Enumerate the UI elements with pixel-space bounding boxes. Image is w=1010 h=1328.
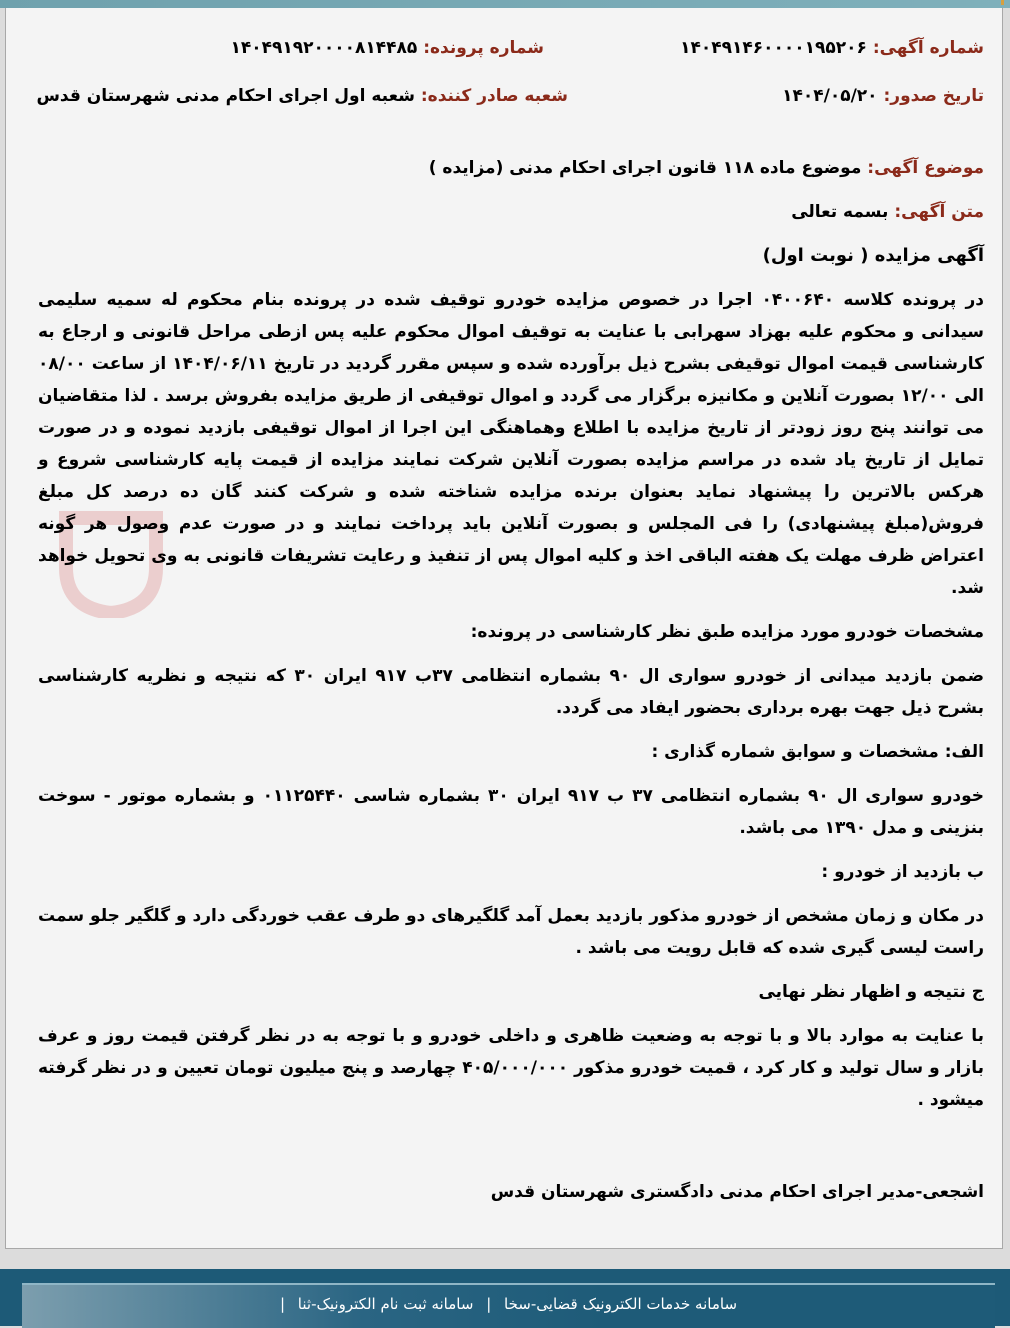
footer-links-bar (22, 1283, 995, 1328)
header-row-2 (38, 86, 984, 146)
text-label: متن آگهی: (894, 202, 984, 222)
separator: | (279, 1295, 286, 1313)
case-number (230, 38, 544, 58)
separator: | (486, 1295, 492, 1313)
paragraph-conclusion: با عنایت به موارد بالا و با توجه به وضعیت ظاهری و داخلی خودرو و با توجه به در نظر گرفتن قیمت روز و عرف بازار و سال تولید و کار کرد ، قمیت خودرو مذکور ۴۰۵/۰۰۰/۰۰۰ چهارصد و پنج میلیون تومان تعیین و در نظر گرفته میشود . (38, 1026, 984, 1110)
heading-conclusion: ج نتیجه و اظهار نظر نهایی (758, 982, 984, 1002)
ad-number-label: شماره آگهی: (872, 38, 984, 58)
case-number-label: شماره پرونده: (423, 38, 544, 58)
paragraph-visit: در مکان و زمان مشخص از خودرو مذکور بازدید بعمل آمد گلگیرهای دو طرف عقب خوردگی دارد و گلگیر جلو سمت راست لیسی گیری شده که قابل رویت می باشد . (38, 906, 984, 958)
heading-visit: ب بازدید از خودرو : (821, 862, 984, 882)
paragraph-registration: خودرو سواری ال ۹۰ بشماره انتظامی ۳۷ ب ۹۱۷ ایران ۳۰ بشماره شاسی ۰۱۱۲۵۴۴۰ و بشماره موتور - سوخت بنزینی و مدل ۱۳۹۰ می باشد. (38, 786, 984, 838)
signature: اشجعی-مدیر اجرای احکام مدنی دادگستری شهرستان قدس (490, 1182, 984, 1202)
paragraph-auction-terms: در پرونده کلاسه ۰۴۰۰۶۴۰ اجرا در خصوص مزایده خودرو توقیف شده در پرونده بنام محکوم له سمیه سلیمی سیدانی و محکوم علیه بهزاد سهرابی با عنایت به توقیف اموال محکوم علیه پس ازطی مراحل قانونی و ارجاع به کارشناسی قیمت اموال توقیفی بشرح ذیل برآورده شده و سپس مقرر گردید در تاریخ ۱۴۰۴/۰۶/۱۱ از ساعت ۰۸/۰۰ الی ۱۲/۰۰ بصورت آنلاین و مکانیزه برگزار می گردد و اموال توقیفی از طریق مزایده بفروش برسد . لذا متقاضیان می توانند پنج روز زودتر از تاریخ مزایده با اطلاع وهماهنگی این اجرا از اموال توقیفی بازدید نموده و در صورت تمایل از تاریخ یاد شده در مراسم مزایده بصورت آنلاین شرکت نمایند مزایده از قیمت پایه کارشناسی شروع و هرکس بالاترین را پیشنهاد نماید بعنوان برنده مزایده شناخته شده و شرکت کنند گان ده درصد کل مبلغ فروش(مبلغ پیشنهادی) را فی المجلس و بصورت آنلاین باید پرداخت نمایند و در صورت عدم وصول هر گونه اعتراض ظرف مهلت یک هفته الباقی اخذ و کلیه اموال پس از تنفیذ و رعایت تشریفات قانونی به وی تحویل خواهد شد. (38, 290, 985, 598)
heading-vehicle-specs: مشخصات خودرو مورد مزایده طبق نظر کارشناسی در پرونده: (470, 622, 984, 642)
ad-number (680, 38, 984, 58)
heading-registration: الف: مشخصات و سوابق شماره گذاری : (651, 742, 984, 762)
case-number-value: ۱۴۰۴۹۱۹۲۰۰۰۰۸۱۴۴۸۵ (230, 38, 418, 58)
text-intro: بسمه تعالی (791, 202, 889, 222)
notice-title: آگهی مزایده ( نوبت اول) (762, 245, 984, 266)
top-bar (0, 0, 1010, 8)
issue-date (782, 86, 984, 106)
subject-label: موضوع آگهی: (867, 158, 984, 178)
header-row-1 (38, 38, 984, 86)
footer (0, 1269, 1010, 1326)
link-sakha[interactable]: سامانه خدمات الکترونیک قضایی-سخا (504, 1295, 738, 1313)
issuing-branch-value: شعبه اول اجرای احکام مدنی شهرستان قدس (36, 86, 415, 106)
issue-date-label: تاریخ صدور: (883, 86, 984, 106)
corner-mark (1001, 0, 1004, 5)
issue-date-value: ۱۴۰۴/۰۵/۲۰ (782, 86, 878, 106)
notice-text-heading (38, 196, 984, 228)
link-sana[interactable]: سامانه ثبت نام الکترونیک-ثنا (297, 1295, 474, 1313)
notice-panel (5, 8, 1003, 1249)
ad-number-value: ۱۴۰۴۹۱۴۶۰۰۰۰۱۹۵۲۰۶ (680, 38, 867, 58)
issuing-branch-label: شعبه صادر کننده: (420, 86, 568, 106)
subject (38, 152, 984, 184)
subject-value: موضوع ماده ۱۱۸ قانون اجرای احکام مدنی (مزایده ) (428, 158, 862, 178)
paragraph-inspection: ضمن بازدید میدانی از خودرو سواری ال ۹۰ بشماره انتظامی ۳۷ب ۹۱۷ ایران ۳۰ که نتیجه و نظریه کارشناسی بشرح ذیل جهت بهره برداری بحضور ایفاد می گردد. (38, 666, 984, 718)
issuing-branch (36, 86, 568, 106)
